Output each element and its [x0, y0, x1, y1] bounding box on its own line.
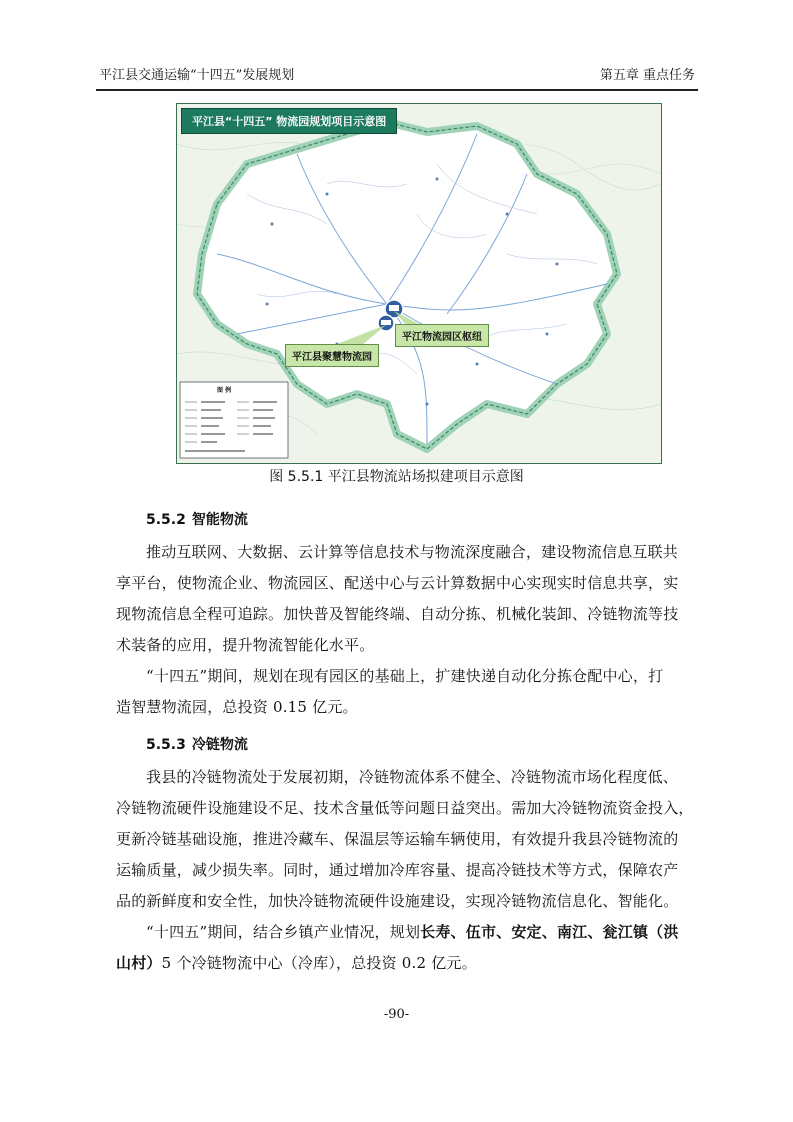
header-divider	[96, 89, 698, 91]
paragraph-smart-logistics-2	[116, 661, 686, 723]
text-line: 运输质量，减少损失率。同时，通过增加冷库容量、提高冷链技术等方式，保障农产	[116, 861, 679, 879]
map-legend-title: 图 例	[217, 387, 232, 394]
page-number: -90-	[383, 1007, 410, 1022]
section-number: 5.5.2	[146, 512, 186, 528]
text-line: 术装备的应用，提升物流智能化水平。	[116, 636, 375, 654]
text-line: “十四五”期间，规划在现有园区的基础上，扩建快递自动化分拣仓配中心，打	[146, 667, 664, 685]
county-map-graphic	[177, 104, 661, 463]
section-number: 5.5.3	[146, 737, 186, 753]
paragraph-cold-chain-1	[116, 762, 694, 917]
callout-logistics-park: 平江县聚慧物流园	[285, 344, 379, 367]
running-header-title: 平江县交通运输“十四五”发展规划	[99, 68, 295, 83]
section-heading-smart-logistics	[146, 509, 248, 529]
text-line: 推动互联网、大数据、云计算等信息技术与物流深度融合，建设物流信息互联共	[146, 543, 679, 561]
text-line	[146, 917, 686, 948]
map-title-banner: 平江县“十四五” 物流园规划项目示意图	[181, 108, 397, 134]
text-line: 我县的冷链物流处于发展初期，冷链物流体系不健全、冷链物流市场化程度低、	[146, 768, 679, 786]
section-heading-cold-chain	[146, 734, 248, 754]
running-header-chapter: 第五章 重点任务	[599, 68, 695, 83]
figure-caption: 图 5.5.1 平江县物流站场拟建项目示意图	[269, 469, 524, 485]
logistics-map-figure	[176, 103, 662, 464]
text-line: 冷链物流硬件设施建设不足、技术含量低等问题日益突出。需加大冷链物流资金投入，	[116, 799, 694, 817]
callout-logistics-hub: 平江物流园区枢纽	[395, 324, 489, 347]
section-title: 智能物流	[191, 512, 248, 528]
text-run: “十四五”期间，结合乡镇产业情况，规划	[146, 923, 421, 941]
text-line: 享平台，使物流企业、物流园区、配送中心与云计算数据中心实现实时信息共享，实	[116, 574, 679, 592]
paragraph-smart-logistics-1	[116, 537, 686, 661]
section-title: 冷链物流	[191, 737, 248, 753]
text-line	[116, 948, 686, 979]
text-line: 更新冷链基础设施，推进冷藏车、保温层等运输车辆使用，有效提升我县冷链物流的	[116, 830, 679, 848]
text-line: 现物流信息全程可追踪。加快普及智能终端、自动分拣、机械化装卸、冷链物流等技	[116, 605, 679, 623]
bold-village: 山村）	[116, 954, 162, 972]
text-line: 品的新鲜度和安全性，加快冷链物流硬件设施建设，实现冷链物流信息化、智能化。	[116, 892, 679, 910]
bold-town-list: 长寿、伍市、安定、南江、瓮江镇（洪	[420, 923, 679, 941]
text-line: 造智慧物流园，总投资 0.15 亿元。	[116, 698, 358, 716]
text-run: 5 个冷链物流中心（冷库），总投资 0.2 亿元。	[161, 954, 477, 972]
paragraph-cold-chain-2	[116, 917, 686, 979]
